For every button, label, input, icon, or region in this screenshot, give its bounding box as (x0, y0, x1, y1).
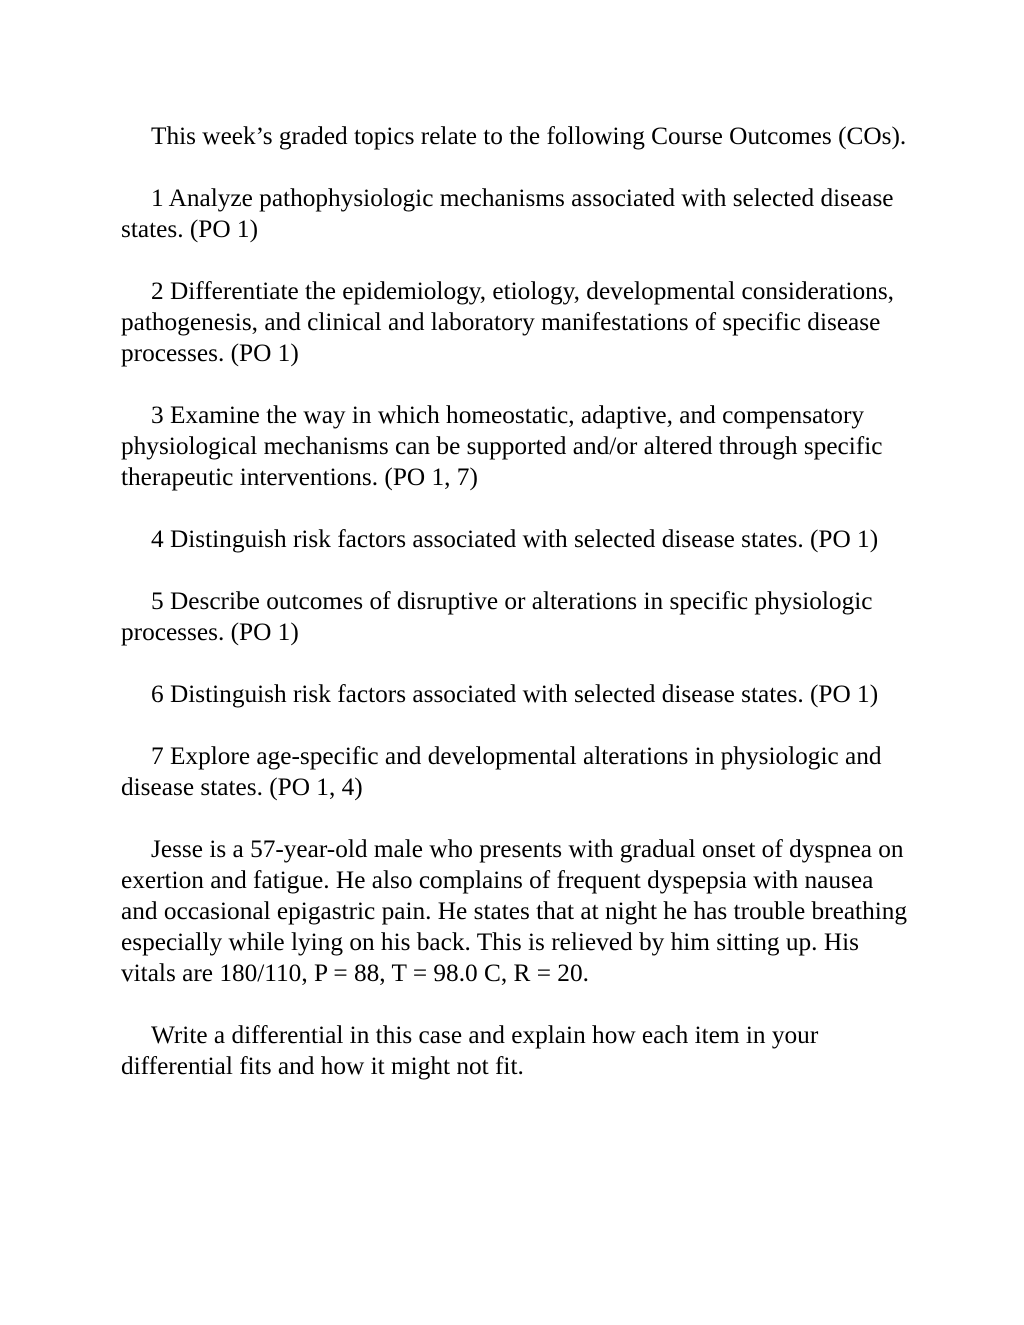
course-outcome-1: 1 Analyze pathophysiologic mechanisms associated with selected disease states. (PO 1) (121, 184, 894, 243)
course-outcome-2: 2 Differentiate the epidemiology, etiology, developmental considerations, pathogenesis, and clinical and laboratory manifestations of specific disease processes. (PO 1) (121, 277, 894, 367)
assignment-paragraph: Write a differential in this case and explain how each item in your differential fits and how it might not fit. (121, 1021, 819, 1080)
document-page (121, 121, 911, 1082)
course-outcome-7: 7 Explore age-specific and developmental alterations in physiologic and disease states. (PO 1, 4) (121, 742, 882, 801)
course-outcome-5: 5 Describe outcomes of disruptive or alterations in specific physiologic processes. (PO 1) (121, 587, 873, 646)
case-study-paragraph: Jesse is a 57-year-old male who presents with gradual onset of dyspnea on exertion and fatigue. He also complains of frequent dyspepsia with nausea and occasional epigastric pain. He states that at night he has trouble breathing especially while lying on his back. This is relieved by him sitting up. His vitals are 180/110, P = 88, T = 98.0 C, R = 20. (121, 835, 908, 987)
course-outcome-3: 3 Examine the way in which homeostatic, adaptive, and compensatory physiological mechanisms can be supported and/or altered through specific therapeutic interventions. (PO 1, 7) (121, 401, 883, 491)
course-outcome-6: 6 Distinguish risk factors associated with selected disease states. (PO 1) (151, 680, 879, 708)
intro-paragraph: This week’s graded topics relate to the following Course Outcomes (COs). (151, 122, 907, 150)
course-outcome-4: 4 Distinguish risk factors associated with selected disease states. (PO 1) (151, 525, 879, 553)
